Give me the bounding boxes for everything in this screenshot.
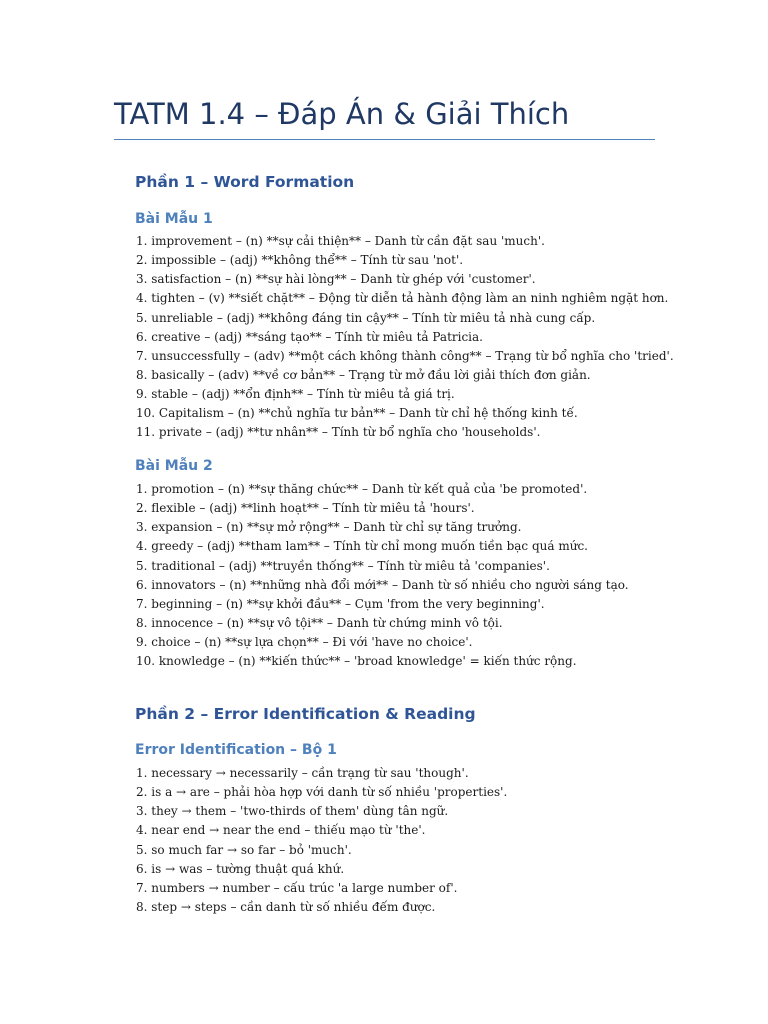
sample2-answer-list [136,480,696,671]
part2-heading: Phần 2 – Error Identification & Reading [135,705,476,723]
answer-item: 8. step → steps – cần danh từ số nhiều đếm được. [136,899,436,914]
answer-item: 6. creative – (adj) **sáng tạo** – Tính từ miêu tả Patricia. [136,329,483,344]
answer-item: 4. tighten – (v) **siết chặt** – Động từ diễn tả hành động làm an ninh nghiêm ngặt hơn. [136,291,669,306]
sample1-answer-list [136,232,696,443]
part1-heading: Phần 1 – Word Formation [135,173,355,191]
answer-item: 10. Capitalism – (n) **chủ nghĩa tư bản** – Danh từ chỉ hệ thống kinh tế. [136,406,578,421]
sample2-heading: Bài Mẫu 2 [135,458,213,474]
answer-item: 2. flexible – (adj) **linh hoạt** – Tính từ miêu tả 'hours'. [136,501,475,516]
answer-item: 3. they → them – 'two-thirds of them' dùng tân ngữ. [136,804,449,819]
error-set1-answer-list [136,764,696,917]
answer-item: 10. knowledge – (n) **kiến thức** – 'broad knowledge' = kiến thức rộng. [136,654,577,669]
answer-item: 4. greedy – (adj) **tham lam** – Tính từ chỉ mong muốn tiền bạc quá mức. [136,539,588,554]
answer-item: 7. unsuccessfully – (adv) **một cách không thành công** – Trạng từ bổ nghĩa cho 'tried'. [136,348,674,363]
answer-item: 2. is a → are – phải hòa hợp với danh từ số nhiều 'properties'. [136,785,508,800]
answer-item: 9. choice – (n) **sự lựa chọn** – Đi với 'have no choice'. [136,635,473,650]
answer-item: 5. so much far → so far – bỏ 'much'. [136,842,352,857]
sample1-heading: Bài Mẫu 1 [135,211,213,227]
answer-item: 1. necessary → necessarily – cần trạng từ sau 'though'. [136,766,469,780]
answer-item: 9. stable – (adj) **ổn định** – Tính từ miêu tả giá trị. [136,387,455,402]
answer-item: 7. numbers → number – cấu trúc 'a large number of'. [136,880,458,895]
answer-item: 3. expansion – (n) **sự mở rộng** – Danh từ chỉ sự tăng trưởng. [136,520,522,535]
answer-item: 11. private – (adj) **tư nhân** – Tính từ bổ nghĩa cho 'households'. [136,425,541,440]
answer-item: 5. traditional – (adj) **truyền thống** – Tính từ miêu tả 'companies'. [136,558,550,573]
answer-item: 5. unreliable – (adj) **không đáng tin cậy** – Tính từ miêu tả nhà cung cấp. [136,310,596,325]
answer-item: 3. satisfaction – (n) **sự hài lòng** – Danh từ ghép với 'customer'. [136,272,536,287]
answer-item: 2. impossible – (adj) **không thể** – Tính từ sau 'not'. [136,253,464,268]
error-set1-heading: Error Identification – Bộ 1 [135,742,337,758]
answer-item: 4. near end → near the end – thiếu mạo từ 'the'. [136,823,426,838]
answer-item: 6. is → was – tường thuật quá khứ. [136,861,345,876]
answer-item: 8. basically – (adv) **về cơ bản** – Trạng từ mở đầu lời giải thích đơn giản. [136,367,591,382]
answer-item: 6. innovators – (n) **những nhà đổi mới** – Danh từ số nhiều cho người sáng tạo. [136,577,629,592]
answer-item: 1. promotion – (n) **sự thăng chức** – Danh từ kết quả của 'be promoted'. [136,482,588,496]
answer-item: 8. innocence – (n) **sự vô tội** – Danh từ chứng minh vô tội. [136,615,503,630]
answer-item: 1. improvement – (n) **sự cải thiện** – Danh từ cần đặt sau 'much'. [136,234,545,248]
document-title: TATM 1.4 – Đáp Án & Giải Thích [114,97,570,131]
answer-item: 7. beginning – (n) **sự khởi đầu** – Cụm 'from the very beginning'. [136,596,545,611]
title-underline-rule [114,139,655,140]
